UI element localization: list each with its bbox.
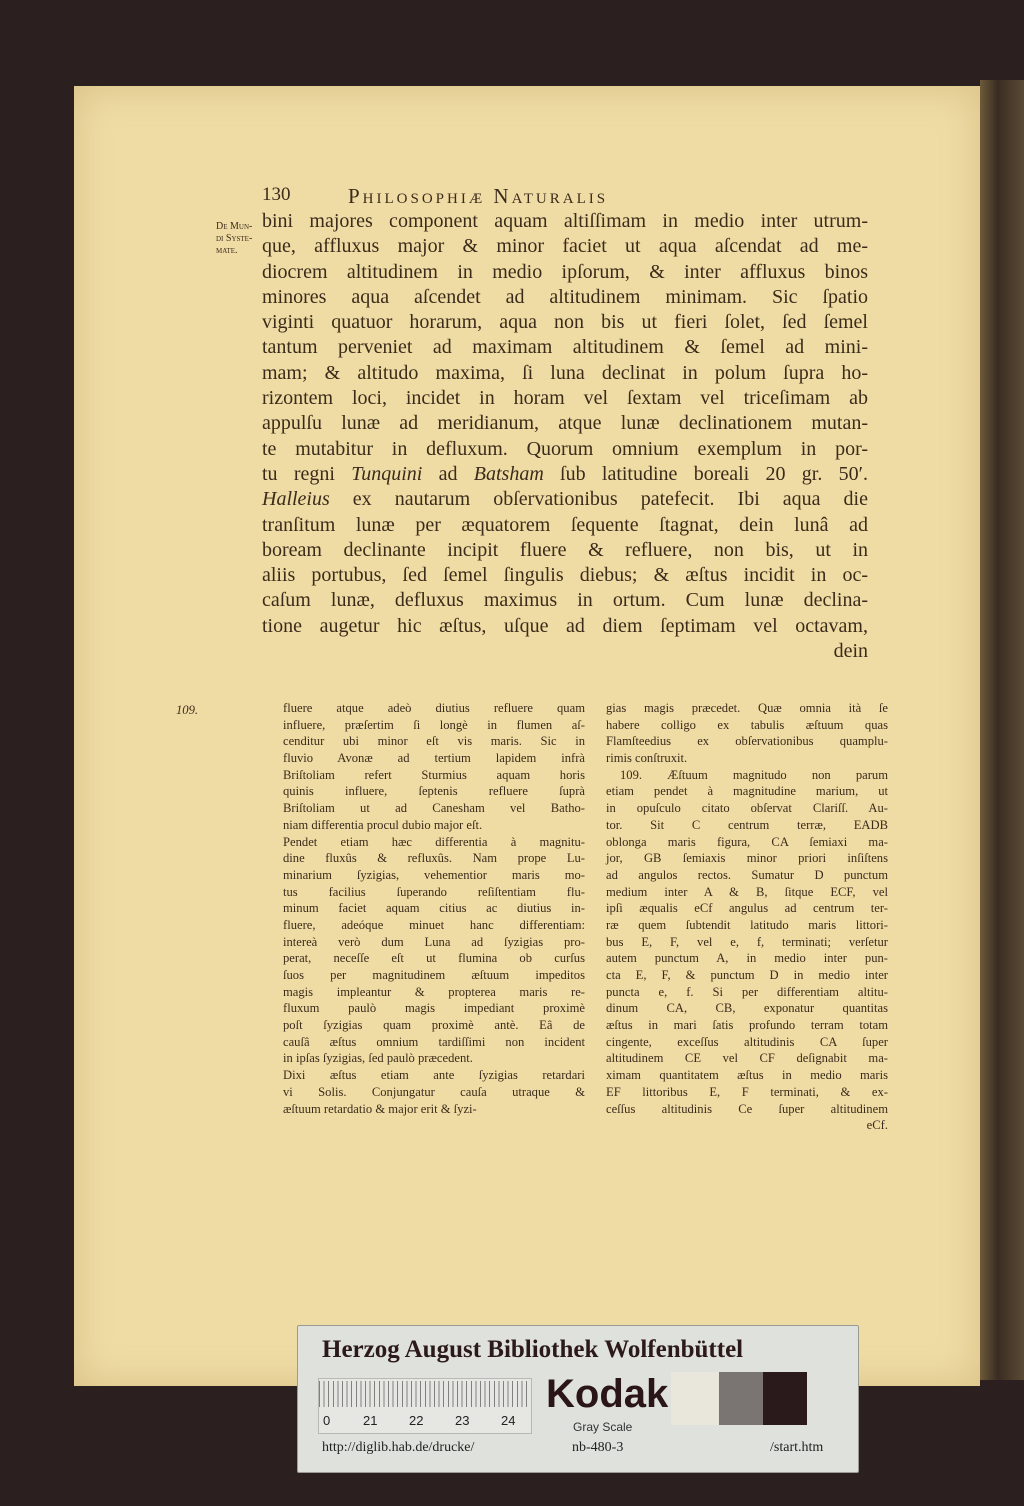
text-line: ræ quem ſubtendit latitudo maris littori- <box>606 917 888 932</box>
text-segment: ex nautarum obſervationibus patefecit. Ibi aqua die <box>329 488 868 511</box>
footnote-margin-number: 109. <box>176 703 199 717</box>
margin-note-line: di Syste- <box>216 233 253 244</box>
text-line: tantum perveniet ad maximam altitudinem & ſemel ad mini- <box>262 336 868 359</box>
italic-name: Halleius <box>262 488 330 511</box>
text-line: mam; & altitudo maxima, ſi luna declinat in polum ſupra ho- <box>262 361 868 384</box>
text-line: fluere atque adeò diutius refluere quam <box>283 701 585 715</box>
text-line <box>262 462 868 487</box>
text-line: viginti quatuor horarum, aqua non bis ut fieri ſolet, ſed ſemel <box>262 311 868 334</box>
ruler-ticks <box>319 1381 529 1407</box>
text-line: cingente, exceſſus altitudinis CA ſuper <box>606 1034 888 1049</box>
gray-swatch-dark <box>763 1372 807 1425</box>
gray-scale-label: Gray Scale <box>573 1420 633 1434</box>
text-line: te mutabitur in defluxum. Quorum omnium exemplum in por- <box>262 437 868 460</box>
ruler-label: 24 <box>501 1413 516 1428</box>
footnote-left-column <box>283 700 585 1117</box>
catchword: eCf. <box>866 1118 888 1133</box>
text-line: bini majores component aquam altiſſimam in medio inter utrum- <box>262 210 868 232</box>
text-line: boream declinante incipit fluere & refluere, non bis, ut in <box>262 538 868 561</box>
text-line: tranſitum lunæ per æquatorem ſequente ſtagnat, dein lunâ ad <box>262 513 868 536</box>
text-line: puncta e, f. Si per differentiam altitu- <box>606 984 888 999</box>
ruler-label: 22 <box>409 1413 424 1428</box>
text-line: minarium ſyzigias, vehementior maris mo- <box>283 867 585 882</box>
text-line: altitudinem CE vel CF deſignabit ma- <box>606 1051 888 1066</box>
text-line: intereà verò dum Luna ad ſyzigias pro- <box>283 934 585 949</box>
text-line: magis impleantur & propterea maris re- <box>283 984 585 999</box>
text-line: gias magis præcedet. Quæ omnia ità ſe <box>606 701 888 715</box>
text-line: cta E, F, & punctum D in medio inter <box>606 968 888 982</box>
text-line: aliis portubus, ſed ſemel ſingulis diebus; & æſtus incidit in oc- <box>262 564 868 587</box>
text-line: dinum CA, CB, exponatur quantitas <box>606 1001 888 1016</box>
text-line: cauſâ æſtus omnium tardiſſimi non incident <box>283 1034 585 1049</box>
text-line: Briſtoliam refert Sturmius aquam horis <box>283 767 585 782</box>
text-line: Dixi æſtus etiam ante ſyzigias retardari <box>283 1068 585 1083</box>
text-line: tor. Sit C centrum terræ, EADB <box>606 817 888 832</box>
text-line: niam differentia procul dubio major eſt. <box>283 817 483 832</box>
text-line: medium inter A & B, ſitque ECF, vel <box>606 884 888 899</box>
text-line: Pendet etiam hæc differentia à magnitu- <box>283 834 585 849</box>
shelfmark: nb-480-3 <box>572 1440 624 1455</box>
page-number: 130 <box>262 184 291 205</box>
margin-note-line: mate. <box>216 245 238 256</box>
text-line: fluere, adeóque minuet hanc differentiam: <box>283 917 585 932</box>
footnote-right-column <box>606 700 888 1134</box>
text-line: tione augetur hic æſtus, uſque ad diem ſeptimam vel octavam, <box>262 614 868 637</box>
text-line: ceſſus altitudinis Ce ſuper altitudinem <box>606 1101 888 1116</box>
text-line: fluxum paulò magis impediant proximè <box>283 1001 585 1016</box>
text-line: diocrem altitudinem in medio ipſorum, & inter affluxus binos <box>262 260 868 283</box>
text-line: ipſi æqualis eCf angulus ad centrum ter- <box>606 901 888 916</box>
text-line: 109. Æſtuum magnitudo non parum <box>620 767 888 782</box>
ruler <box>318 1378 532 1434</box>
text-line: æſtuum retardatio & major erit & ſyzi- <box>283 1101 477 1116</box>
text-line: perat, neceſſe eſt ut flumina ob curſus <box>283 951 585 966</box>
text-line: ad angulos rectos. Sumatur D punctum <box>606 867 888 882</box>
text-line: ximam quantitatem æſtus in medio maris <box>606 1068 888 1083</box>
text-line: æſtus in mari ſatis profundo terram totam <box>606 1018 888 1033</box>
text-line: dine fluxûs & refluxûs. Nam prope Lu- <box>283 851 585 866</box>
url-right: /start.htm <box>770 1440 824 1455</box>
text-line: vi Solis. Conjungatur cauſa utraque & <box>283 1084 585 1099</box>
text-line: appulſu lunæ ad meridianum, atque lunæ declinationem mutan- <box>262 412 868 435</box>
text-line: minores aqua aſcendet ad altitudinem minimam. Sic ſpatio <box>262 285 868 308</box>
ruler-label: 21 <box>363 1413 378 1428</box>
text-line: ſuos per magnitudinem æſtuum impeditos <box>283 968 585 982</box>
text-line: que, affluxus major & minor faciet ut aqua aſcendat ad me- <box>262 235 868 258</box>
text-line: poſt ſyzigias quam proximè antè. Eâ de <box>283 1018 585 1033</box>
gray-swatch-mid <box>719 1372 763 1425</box>
main-text <box>262 209 868 664</box>
text-line: oblonga maris figura, CA ſemiaxi ma- <box>606 834 888 849</box>
text-segment: ſub latitudine boreali 20 gr. 50′. <box>543 462 868 485</box>
text-segment: ad <box>422 462 474 485</box>
italic-name: Batsham <box>473 462 544 485</box>
running-title: Philosophiæ Naturalis <box>348 184 609 208</box>
text-line: in ipſas ſyzigias, ſed paulò præcedent. <box>283 1051 473 1066</box>
gray-swatch-white <box>671 1372 719 1425</box>
adjacent-page-edge <box>980 80 1024 1380</box>
text-line: EF littoribus E, F terminati, & ex- <box>606 1084 888 1099</box>
text-line: rimis conſtruxit. <box>606 751 688 766</box>
text-line: rizontem loci, incidet in horam vel ſextam vel triceſimam ab <box>262 387 868 410</box>
kodak-logo: Kodak <box>546 1372 669 1416</box>
text-line: tus facilius ſuperando reſiſtentiam flu- <box>283 884 585 899</box>
url-left: http://diglib.hab.de/drucke/ <box>322 1440 475 1455</box>
text-line: autem punctum A, in medio inter pun- <box>606 951 888 966</box>
text-line: cenditur ubi minor eſt vis maris. Sic in <box>283 734 585 749</box>
text-line: influere, præſertim ſi longè in flumen aſ- <box>283 717 585 732</box>
italic-name: Tunquini <box>351 462 423 485</box>
text-line: etiam pendet à magnitudine marium, ut <box>606 784 888 799</box>
text-line: caſum lunæ, defluxus maximus in ortum. Cum lunæ declina- <box>262 589 868 612</box>
text-line: habere colligo ex tabulis æſtuum quas <box>606 717 888 732</box>
margin-note <box>216 221 252 257</box>
ruler-label: 23 <box>455 1413 470 1428</box>
text-segment: tu regni <box>262 462 352 485</box>
text-line <box>262 487 868 512</box>
text-line: Briſtoliam ut ad Canesham vel Batho- <box>283 801 585 816</box>
library-name: Herzog August Bibliothek Wolfenbüttel <box>322 1336 744 1363</box>
text-line: in opuſculo citato obſervat Clariſſ. Au- <box>606 801 888 816</box>
margin-note-line: De Mun- <box>216 221 253 232</box>
text-line: minum faciet aquam citius ac diutius in- <box>283 901 585 916</box>
text-line: jor, GB ſemiaxis minor priori inſiſtens <box>606 851 888 866</box>
text-line: Flamſteedius ex obſervationibus quamplu- <box>606 734 888 749</box>
catchword: dein <box>833 640 868 663</box>
text-line: fluvio Avonæ ad tertium lapidem infrà <box>283 751 585 766</box>
scan-reference-strip <box>297 1325 859 1473</box>
text-line: quinis influere, ſeptenis refluere ſuprà <box>283 784 585 799</box>
ruler-label: 0 <box>323 1413 331 1428</box>
text-line: bus E, F, vel e, f, terminati; verſetur <box>606 934 888 949</box>
